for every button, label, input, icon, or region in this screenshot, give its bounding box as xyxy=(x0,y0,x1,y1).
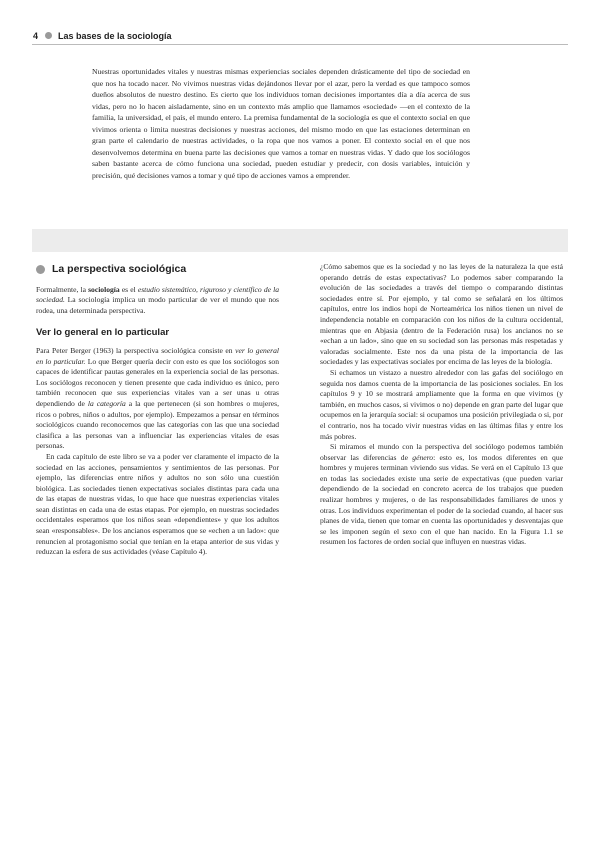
society-vs-nature-paragraph: ¿Cómo sabemos que es la sociedad y no las leyes de la naturaleza la que está operando detrás de estas expectativas? Lo podemos saber comparando la evolución de las sociedades a través del tiempo o comparando distintas sociedades entre sí. Por ejemplo, y tal como se señalará en los últimos capítulos, entre los indios hopi de Norteamérica los niños tienen un nivel de independencia notable en comparación con los niños de la cultura occidental, mientras que en Abjasia (dentro de la Federación rusa) los ancianos no se «echan a un lado», sino que en su sociedad son las personas más respetadas y valoradas socialmente. Este nos da una pista de la importancia de las sociedades y las expectativas sociales por encima de las leyes de la biología. xyxy=(320,262,563,367)
header-rule xyxy=(32,44,568,45)
intro-paragraph: Nuestras oportunidades vitales y nuestras mismas experiencias sociales dependen drásticamente del tipo de sociedad en que nos ha tocado nacer. No vivimos nuestras vidas dejándonos llevar por el azar, pero la verdad es que tampoco somos dueños absolutos de nuestro destino. Es cierto que los individuos toman decisiones importantes día a día acerca de sus vidas, pero no lo hacen aisladamente, sino en un contexto más amplio que llamamos «sociedad» —en el contexto de la familia, la universidad, el país, el mundo entero. La premisa fundamental de la sociología es que el contexto social en que vivimos orienta o limita nuestras decisiones y nuestras acciones, del mismo modo en que las estaciones determinan en gran parte el calendario de nuestras actividades, o la ropa que nos vamos a poner. El contexto social en el que nos desenvolvemos determina en buena parte las decisiones que vamos a tomar en nuestras vidas. Y dado que los sociólogos saben bastante acerca de cómo funciona una sociedad, pueden estudiar y predecir, con dosis variables, intuición y precisión, qué decisiones vamos a tomar y qué tipo de acciones vamos a emprender. xyxy=(92,67,470,180)
right-column xyxy=(320,262,563,548)
bullet-icon xyxy=(45,32,52,39)
definition-term: sociología xyxy=(88,284,120,294)
definition-italic: estudio sistemático, riguroso y científico de la sociedad. xyxy=(36,284,279,305)
page-header xyxy=(0,28,600,44)
section-bullet-icon xyxy=(36,265,45,274)
page-number: 4 xyxy=(33,31,39,41)
gender-text-b: : esto es, los modos diferentes en que hombres y mujeres terminan viviendo sus vidas. Se verá en el Capítulo 13 que en todas las sociedades existe una serie de expectativas (que pueden variar dependiendo de la sociedad en concreto acerca de los trabajos que pueden realizar hombres y mujeres, o de las responsabilidades familiares de unos y otras. Los individuos experimentan el poder de la sociedad cuando, al hacer sus planes de vida, tienen que tomar en cuenta las oportunidades y desventajas que se les imponen según el sexo con el que han nacido. En la Figura 1.1 se resumen los factores de orden social que influyen en nuestras vidas. xyxy=(320,452,563,547)
berger-text-a: Para Peter Berger (1963) la perspectiva sociológica consiste en xyxy=(36,345,236,355)
chapter-impact-paragraph: En cada capítulo de este libro se va a poder ver claramente el impacto de la sociedad en las acciones, pensamientos y sentimientos de las personas. Por ejemplo, las diferencias entre niños y adultos no son sólo una cuestión biológica. Las sociedades tienen expectativas sociales distintas para cada una de las etapas de nuestras vidas, lo que hace que nuestras experiencias vitales sean distintas en cada una de estas etapas. Por ejemplo, en nuestras sociedades occidentales esperamos que los niños sean «dependientes» y que los adultos sean «responsables». De los ancianos esperamos que se «echen a un lado»: que renuncien al protagonismo social que tenían en la etapa anterior de sus vidas y reduzcan la esfera de sus actividades (véase Capítulo 4). xyxy=(36,451,279,557)
definition-text-mid: es el xyxy=(119,284,138,294)
berger-italic-1: ver lo general en lo particular. xyxy=(36,345,279,366)
left-column xyxy=(36,262,279,558)
definition-paragraph xyxy=(36,285,279,317)
section-divider-band xyxy=(32,229,568,252)
definition-text-pre: Formalmente, la xyxy=(36,284,89,294)
berger-italic-2: la categoría xyxy=(87,398,126,408)
definition-text-post: La sociología implica un modo particular de ver el mundo que nos rodea, una determinada perspectiva. xyxy=(36,295,279,315)
running-title: Las bases de la sociología xyxy=(58,31,172,41)
gender-text-a: Si miramos el mundo con la perspectiva del sociólogo podemos también observar las diferencias de xyxy=(320,442,563,462)
subsection-title: Ver lo general en lo particular xyxy=(36,327,170,339)
section-title: La perspectiva sociológica xyxy=(52,263,187,275)
social-position-paragraph: Si echamos un vistazo a nuestro alrededor con las gafas del sociólogo en seguida nos damos cuenta de la importancia de las posiciones sociales. En los capítulos 9 y 10 se mostrará ampliamente que la forma en que vivimos (y también, en muchos casos, si vivimos o no) depende en gran parte del lugar que ocupemos en la jerarquía social: si ocupamos una posición privilegiada o si, por el contrario, nos ha tocado vivir nuestras vidas en las últimas filas y entre los más pobres. xyxy=(320,367,563,441)
berger-text-c: a la que pertenecen (si son hombres o mujeres, ricos o pobres, niños o adultos, por ejemplo). Empezamos a pensar en términos sociológicos cuando reconocemos que las categorías con las que una sociedad clasifica a las personas van a influenciar las experiencias vitales de esas personas. xyxy=(36,398,279,451)
berger-text-b: Lo que Berger quería decir con esto es que los sociólogos son capaces de identificar pautas generales en la experiencia social de las personas. Los sociólogos reconocen y tienen presente que cada individuo es único, pero también reconocen que sus experiencias vitales van a ser unas u otras dependiendo de xyxy=(36,356,279,408)
gender-paragraph xyxy=(320,442,563,548)
gender-italic: género xyxy=(412,452,434,462)
section-heading xyxy=(36,264,279,275)
berger-paragraph xyxy=(36,346,279,452)
